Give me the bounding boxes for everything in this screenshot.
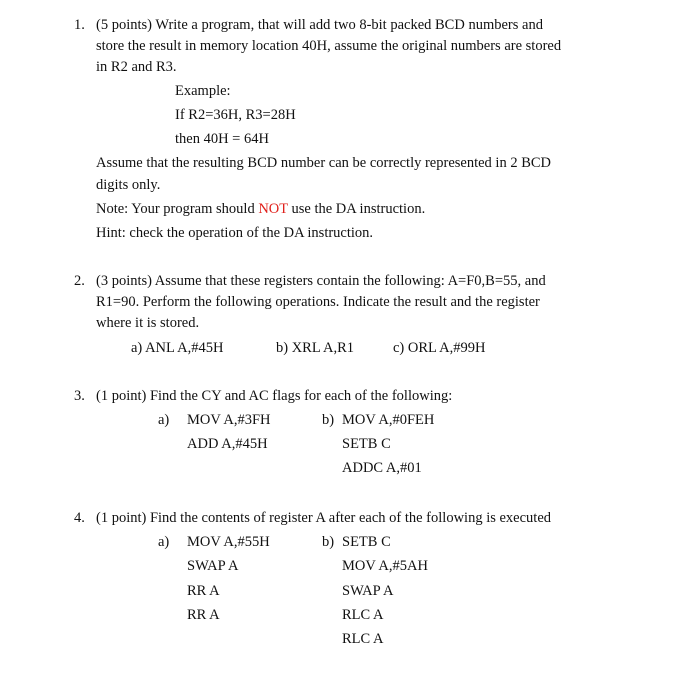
q1-text-line: (5 points) Write a program, that will add two 8-bit packed BCD numbers and — [96, 17, 543, 33]
q4-b-label: b) — [322, 534, 335, 550]
q4-a-code-line: SWAP A — [187, 558, 239, 574]
q3-a-code-line: MOV A,#3FH — [187, 412, 271, 428]
q1-example-then: then 40H = 64H — [175, 131, 269, 147]
q2-text-line: (3 points) Assume that these registers contain the following: A=F0,B=55, and — [96, 273, 546, 289]
q1-assume-line: Assume that the resulting BCD number can be correctly represented in 2 BCD — [96, 155, 552, 171]
q4-a-label: a) — [158, 534, 170, 550]
q1-note — [96, 202, 425, 217]
q1-text-line: store the result in memory location 40H, assume the original numbers are stored — [96, 38, 562, 54]
q1-hint: Hint: check the operation of the DA instruction. — [96, 225, 374, 241]
q4-b-code-line: SWAP A — [342, 583, 394, 599]
q4-b-code-line: RLC A — [342, 631, 384, 647]
q1-note-pre: Note: Your program should — [96, 201, 259, 217]
q4-b-code-line: MOV A,#5AH — [342, 558, 428, 574]
q3-text-line: (1 point) Find the CY and AC flags for each of the following: — [96, 388, 453, 404]
q1-note-post: use the DA instruction. — [287, 201, 426, 217]
q1-text-line: in R2 and R3. — [96, 59, 177, 75]
q2-text-line: where it is stored. — [96, 315, 200, 331]
q1-note-not: NOT — [258, 201, 288, 217]
q1-assume-line: digits only. — [96, 177, 161, 193]
q3-a-code-line: ADD A,#45H — [187, 436, 268, 452]
q4-a-code-line: MOV A,#55H — [187, 534, 270, 550]
q2-number: 2. — [74, 273, 85, 289]
q4-a-code-line: RR A — [187, 607, 220, 623]
q2-option-c: c) ORL A,#99H — [393, 340, 486, 356]
q4-b-code-line: RLC A — [342, 607, 384, 623]
q3-b-code-line: ADDC A,#01 — [342, 460, 422, 476]
q3-number: 3. — [74, 388, 85, 404]
q3-b-code-line: MOV A,#0FEH — [342, 412, 435, 428]
q3-a-label: a) — [158, 412, 170, 428]
q1-number: 1. — [74, 17, 85, 33]
q2-text-line: R1=90. Perform the following operations. Indicate the result and the register — [96, 294, 540, 310]
q2-option-a: a) ANL A,#45H — [131, 340, 224, 356]
q1-example-label: Example: — [175, 83, 231, 99]
q4-b-code-line: SETB C — [342, 534, 391, 550]
q3-b-code-line: SETB C — [342, 436, 391, 452]
q4-text-line: (1 point) Find the contents of register A after each of the following is executed — [96, 510, 552, 526]
q2-option-b: b) XRL A,R1 — [276, 340, 355, 356]
q1-example-if: If R2=36H, R3=28H — [175, 107, 296, 123]
q4-a-code-line: RR A — [187, 583, 220, 599]
q4-number: 4. — [74, 510, 85, 526]
q3-b-label: b) — [322, 412, 335, 428]
